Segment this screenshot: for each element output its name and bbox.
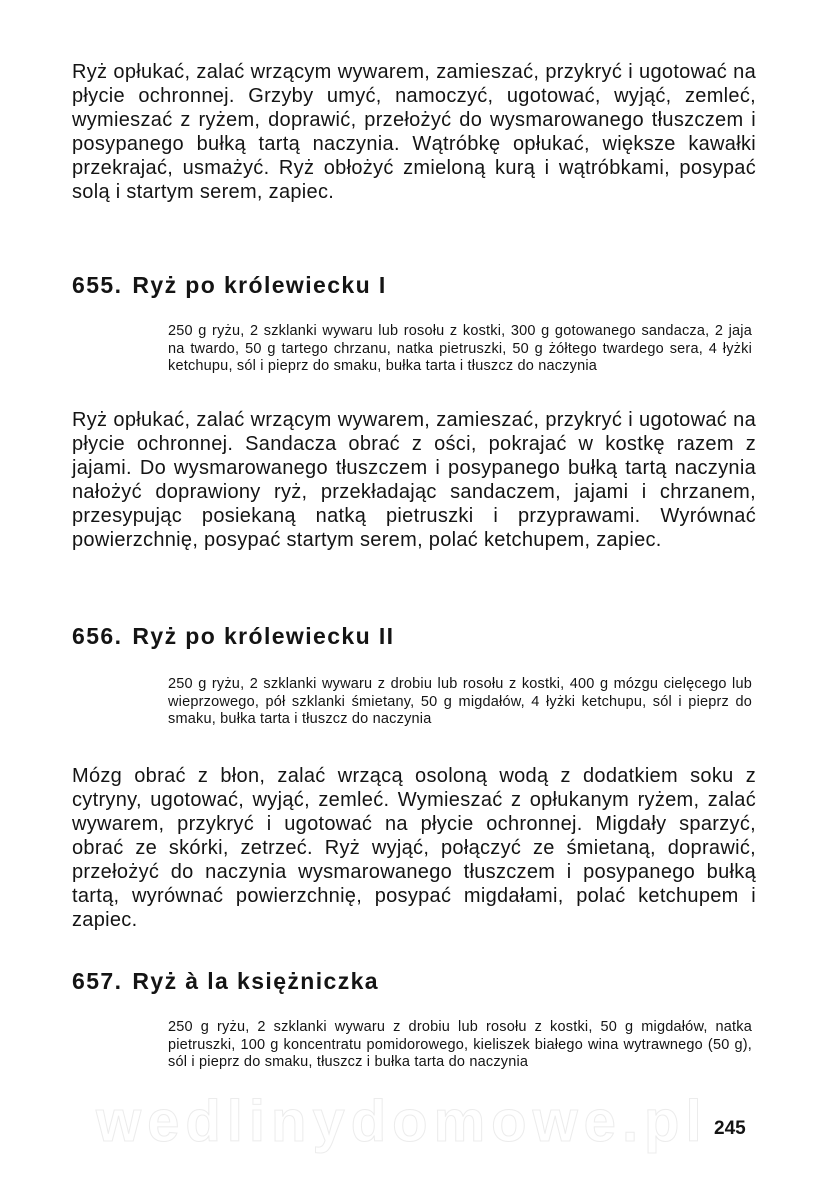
intro-paragraph: Ryż opłukać, zalać wrzącym wywarem, zamieszać, przykryć i ugotować na płycie ochronnej. Grzyby umyć, namoczyć, ugotować, wyjąć, zemleć, wymieszać z ryżem, doprawić, przełożyć do wysmarowanego tłuszczem i posypanego bułką tartą naczynia. Wątróbkę opłukać, większe kawałki przekrajać, usmażyć. Ryż obłożyć zmieloną kurą i wątróbkami, posypać solą i startym serem, zapiec.: [72, 61, 756, 203]
recipe-657-ingredients: 250 g ryżu, 2 szklanki wywaru z drobiu lub rosołu z kostki, 50 g migdałów, natka pietruszki, 100 g koncentratu pomidorowego, kieliszek białego wina wytrawnego (50 g), sól i pieprz do smaku, tłuszcz i bułka tarta do naczynia: [168, 1019, 752, 1070]
page-number: 245: [714, 1118, 746, 1139]
recipe-title: Ryż à la księżniczka: [132, 968, 379, 994]
recipe-number: 656.: [72, 623, 123, 649]
recipe-655-ingredients: 250 g ryżu, 2 szklanki wywaru lub rosołu z kostki, 300 g gotowanego sandacza, 2 jaja na twardo, 50 g tartego chrzanu, natka pietruszki, 50 g żółtego twardego sera, 4 łyżki ketchupu, sól i pieprz do smaku, bułka tarta i tłuszcz do naczynia: [168, 323, 752, 374]
recipe-657-heading: [72, 967, 379, 995]
recipe-656-instructions: Mózg obrać z błon, zalać wrzącą osoloną wodą z dodatkiem soku z cytryny, ugotować, wyjąć, zemleć. Wymieszać z opłukanym ryżem, zalać wywarem, przykryć i ugotować na płycie ochronnej. Migdały sparzyć, obrać ze skórki, zetrzeć. Ryż wyjąć, połączyć ze śmietaną, doprawić, przełożyć do naczynia wysmarowanego tłuszczem i posypanego bułką tartą, wyrównać powierzchnię, posypać migdałami, polać ketchupem i zapiec.: [72, 765, 756, 931]
recipe-655-heading: [72, 271, 387, 299]
watermark: wedlinydomowe.pl: [96, 1089, 708, 1154]
recipe-656-ingredients: 250 g ryżu, 2 szklanki wywaru z drobiu lub rosołu z kostki, 400 g mózgu cielęcego lub wieprzowego, pół szklanki śmietany, 50 g migdałów, 4 łyżki ketchupu, sól i pieprz do smaku, bułka tarta i tłuszcz do naczynia: [168, 676, 752, 727]
recipe-number: 655.: [72, 272, 123, 298]
recipe-655-instructions: Ryż opłukać, zalać wrzącym wywarem, zamieszać, przykryć i ugotować na płycie ochronnej. Sandacza obrać z ości, pokrajać w kostkę razem z jajami. Do wysmarowanego tłuszczem i posypanego bułką tartą naczynia nałożyć doprawiony ryż, przekładając sandaczem, jajami i chrzanem, przesypując posiekaną natką pietruszki i przyprawami. Wyrównać powierzchnię, posypać startym serem, polać ketchupem, zapiec.: [72, 409, 756, 551]
recipe-656-heading: [72, 622, 394, 650]
recipe-title: Ryż po królewiecku I: [132, 272, 387, 298]
recipe-number: 657.: [72, 968, 123, 994]
recipe-title: Ryż po królewiecku II: [132, 623, 395, 649]
